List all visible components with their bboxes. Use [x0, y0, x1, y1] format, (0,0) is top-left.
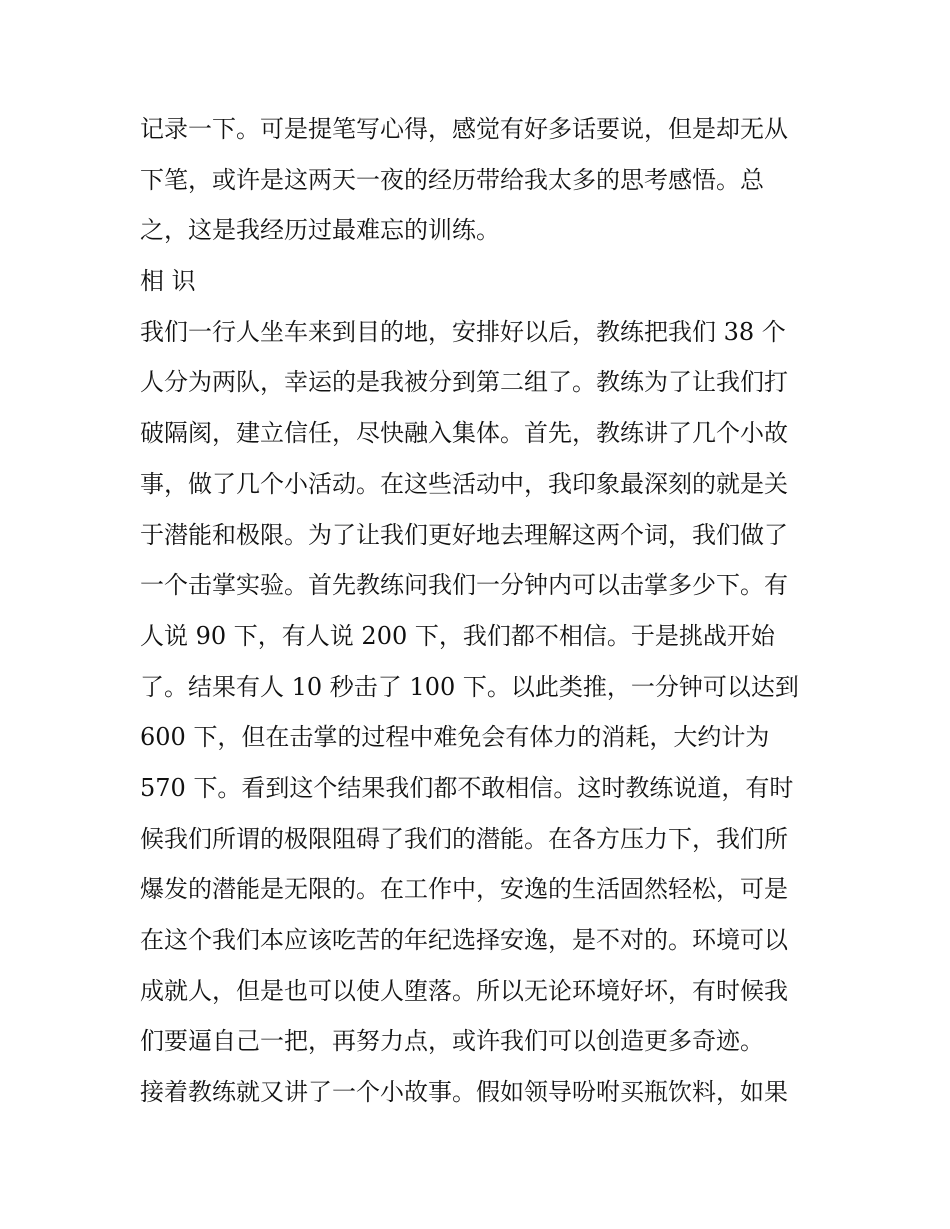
text-line: 成就人，但是也可以使人堕落。所以无论环境好坏，有时候我	[140, 976, 788, 1005]
section-heading: 相 识	[140, 267, 196, 296]
text-line: 于潜能和极限。为了让我们更好地去理解这两个词，我们做了	[140, 520, 788, 549]
text-line: 人说 90 下，有人说 200 下，我们都不相信。于是挑战开始	[140, 621, 775, 650]
text-line: 在这个我们本应该吃苦的年纪选择安逸，是不对的。环境可以	[140, 926, 788, 954]
text-line: 下笔，或许是这两天一夜的经历带给我太多的思考感悟。总	[140, 165, 764, 194]
text-line: 人分为两队，幸运的是我被分到第二组了。教练为了让我们打	[140, 368, 788, 397]
text-line: 爆发的潜能是无限的。在工作中，安逸的生活固然轻松，可是	[140, 875, 788, 904]
text-line: 一个击掌实验。首先教练问我们一分钟内可以击掌多少下。有	[140, 571, 788, 600]
text-line: 600 下，但在击掌的过程中难免会有体力的消耗，大约计为	[140, 723, 770, 752]
text-line: 事，做了几个小活动。在这些活动中，我印象最深刻的就是关	[140, 469, 788, 498]
text-line: 之，这是我经历过最难忘的训练。	[140, 216, 500, 245]
text-line: 我们一行人坐车来到目的地，安排好以后，教练把我们 38 个	[140, 317, 786, 346]
text-line: 570 下。看到这个结果我们都不敢相信。这时教练说道，有时	[140, 773, 794, 802]
text-line: 记录一下。可是提笔写心得，感觉有好多话要说，但是却无从	[140, 115, 788, 143]
text-line: 接着教练就又讲了一个小故事。假如领导吩咐买瓶饮料，如果	[140, 1078, 788, 1107]
text-line: 候我们所谓的极限阻碍了我们的潜能。在各方压力下，我们所	[140, 824, 788, 853]
text-line: 们要逼自己一把，再努力点，或许我们可以创造更多奇迹。	[140, 1027, 764, 1056]
text-line: 了。结果有人 10 秒击了 100 下。以此类推，一分钟可以达到	[140, 672, 799, 701]
body-text	[140, 104, 820, 1118]
text-line: 破隔阂，建立信任，尽快融入集体。首先，教练讲了几个小故	[140, 419, 788, 448]
